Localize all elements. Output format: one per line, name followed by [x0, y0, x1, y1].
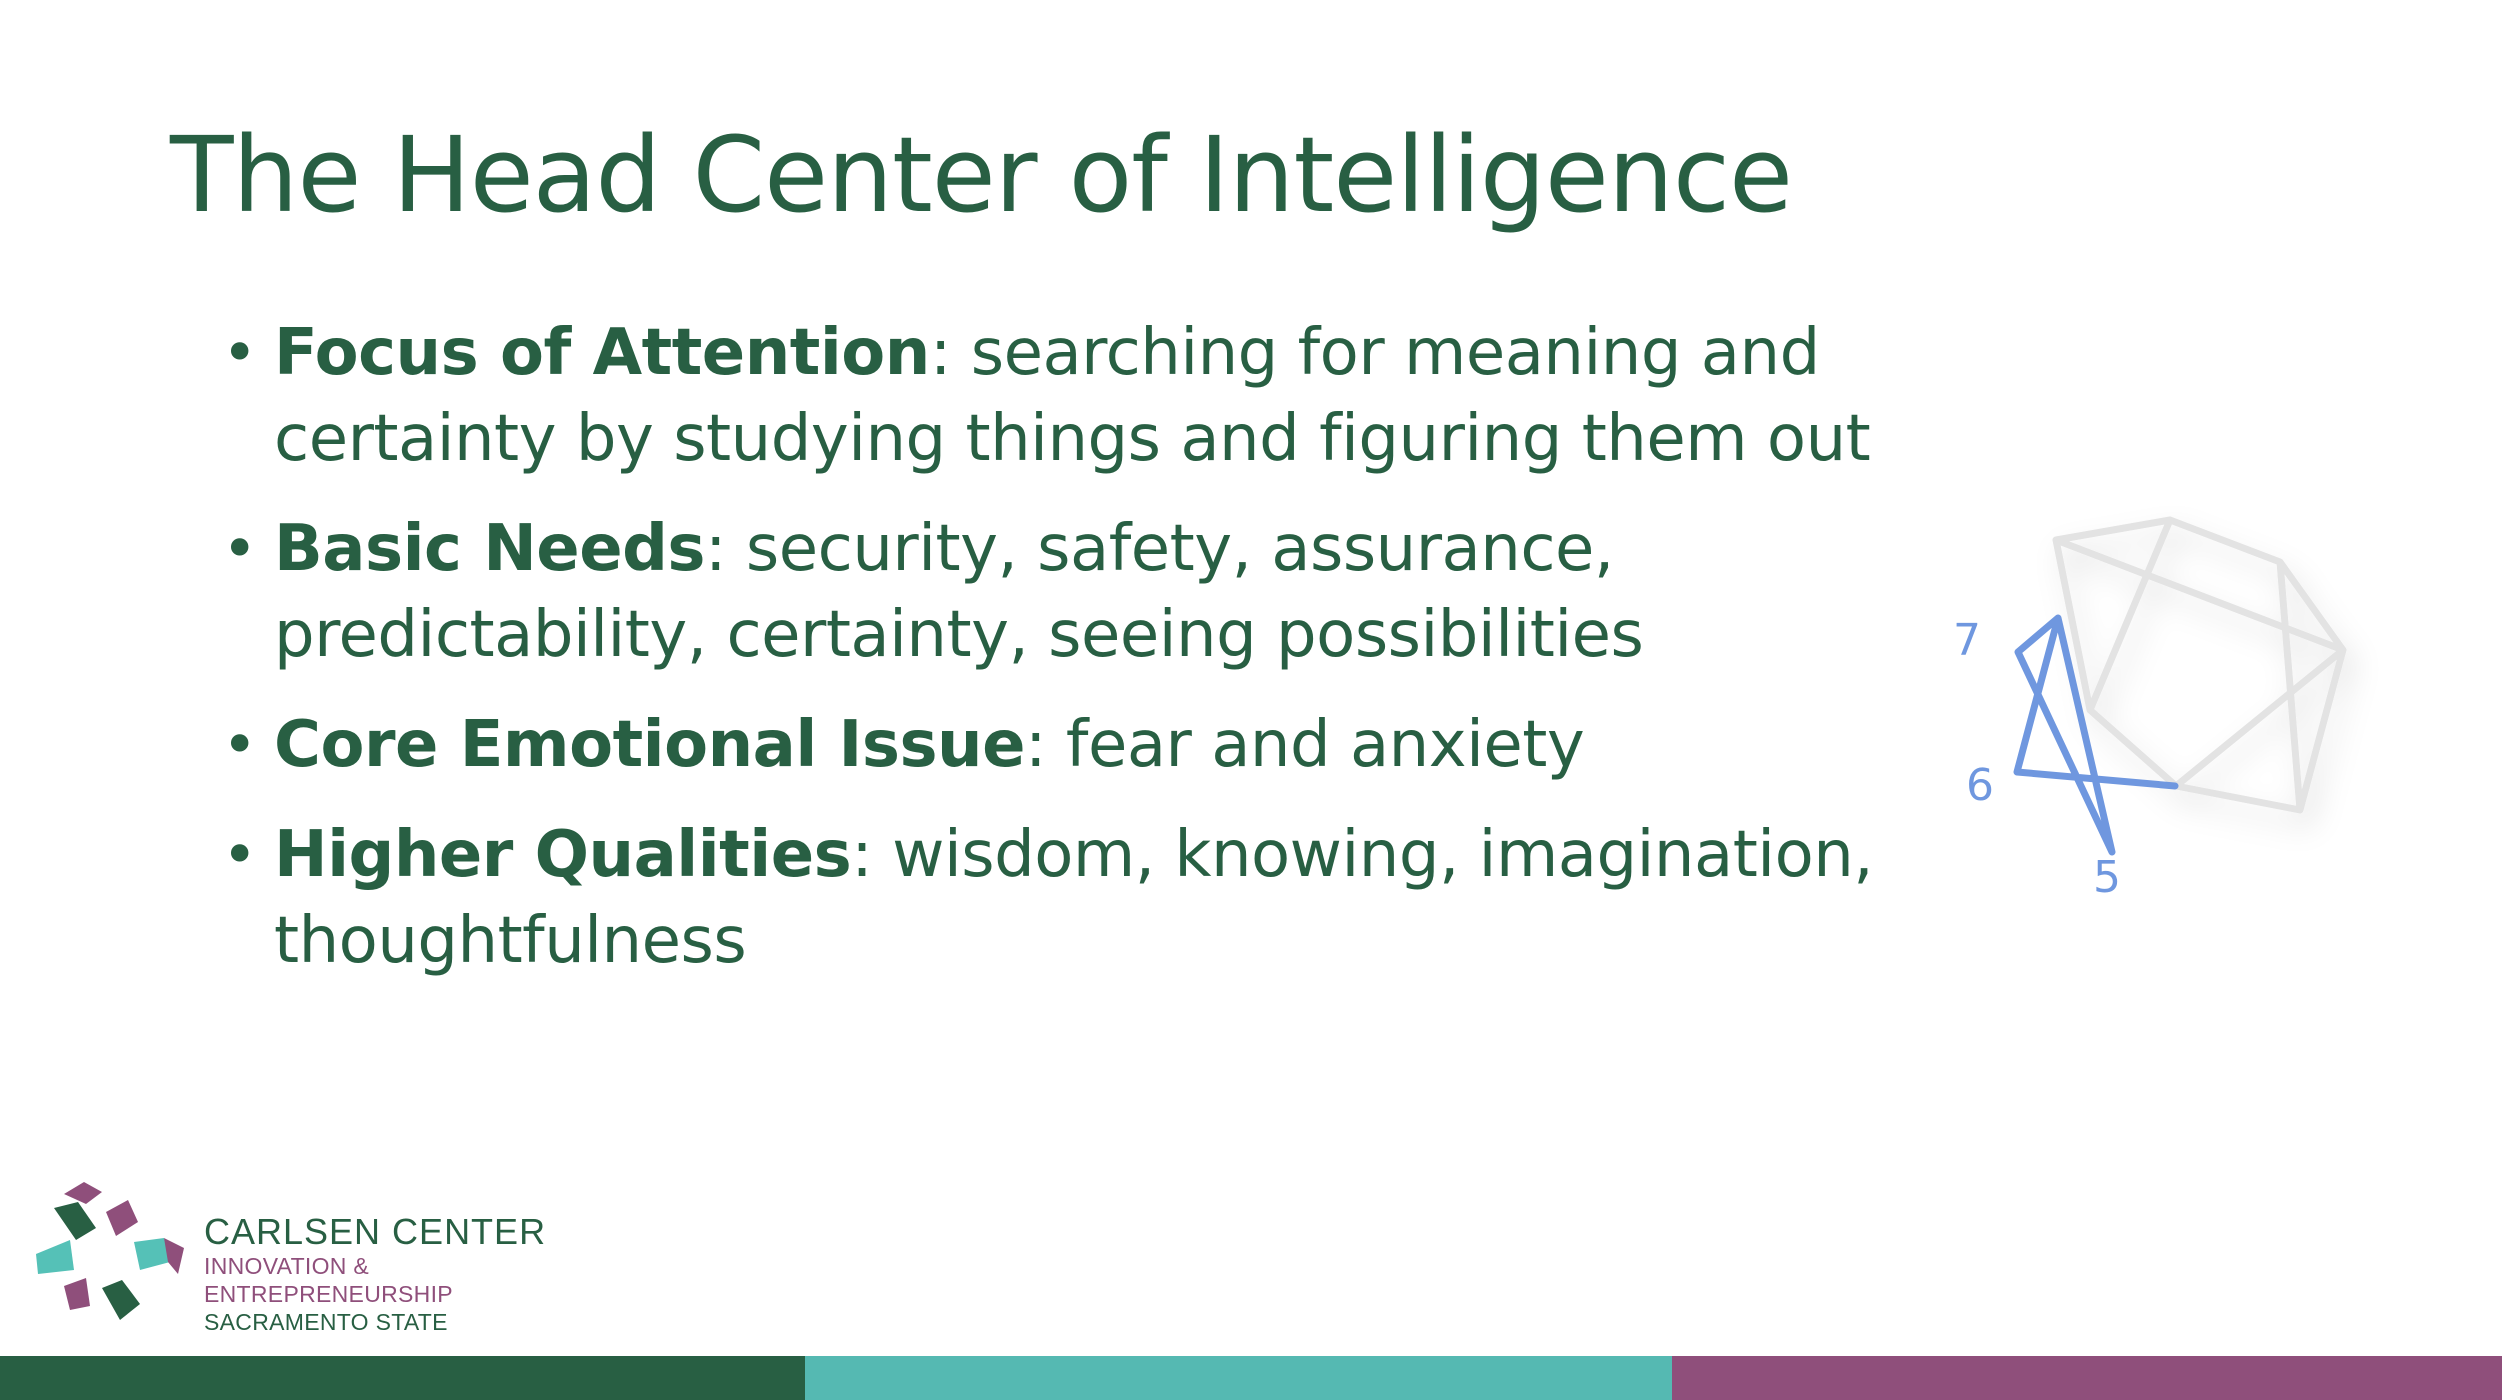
bullet-dot: • — [222, 710, 257, 780]
bullet-dot: • — [222, 820, 257, 890]
logo-subtitle: INNOVATION & ENTREPRENEURSHIP — [204, 1253, 453, 1307]
enneagram-faint-lines — [2056, 520, 2343, 810]
bullet-text: : searching for meaning and certainty by studying things and figuring them out — [274, 316, 1871, 476]
bullet-text: : wisdom, knowing, imagination, thoughtfulness — [274, 818, 1874, 978]
logo-school: SACRAMENTO STATE — [204, 1309, 448, 1335]
bullet-item — [222, 310, 1922, 482]
footer-segment-green — [0, 1356, 805, 1400]
enneagram-label-5: 5 — [2093, 852, 2121, 903]
logo-name: CARLSEN CENTER — [204, 1211, 547, 1252]
footer-color-bar — [0, 1356, 2502, 1400]
bullet-dot: • — [222, 318, 257, 388]
enneagram-label-7: 7 — [1953, 615, 1981, 666]
footer-segment-purple — [1672, 1356, 2502, 1400]
bullet-item — [222, 506, 1922, 678]
bullet-list — [222, 310, 1922, 1008]
slide-title: The Head Center of Intelligence — [170, 114, 1792, 236]
bullet-term: Higher Qualities — [274, 818, 852, 892]
bullet-text: : fear and anxiety — [1025, 708, 1585, 782]
logo-mark-icon — [36, 1182, 188, 1332]
enneagram-highlight-path — [2017, 618, 2175, 852]
bullet-text: : security, safety, assurance, predictability, certainty, seeing possibilities — [274, 512, 1644, 672]
bullet-term: Focus of Attention — [274, 316, 930, 390]
logo-text — [204, 1212, 596, 1336]
bullet-term: Basic Needs — [274, 512, 705, 586]
carlsen-center-logo — [36, 1182, 596, 1335]
footer-segment-teal — [805, 1356, 1672, 1400]
enneagram-label-6: 6 — [1966, 760, 1994, 811]
enneagram-star-outline — [2056, 520, 2343, 810]
bullet-term: Core Emotional Issue — [274, 708, 1025, 782]
enneagram-diagram — [1880, 480, 2440, 950]
enneagram-highlight-lines — [2017, 618, 2175, 852]
bullet-dot: • — [222, 514, 257, 584]
bullet-item — [222, 702, 1922, 788]
bullet-item — [222, 812, 1922, 984]
